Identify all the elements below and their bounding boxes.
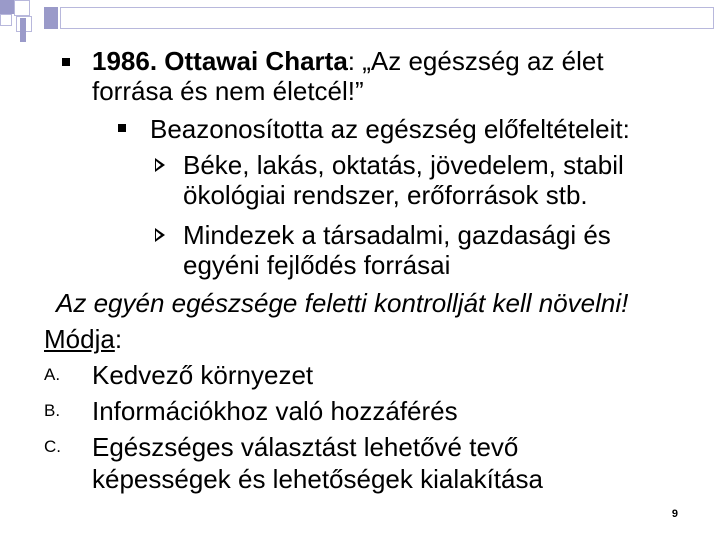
- charter-quote: : „Az egészség az élet: [347, 46, 604, 76]
- list-item: Egészséges választást lehetővé tevő: [92, 432, 519, 462]
- arrow-bullet-icon: [155, 158, 165, 172]
- text-line: képességek és lehetőségek kialakítása: [92, 464, 543, 494]
- text-line: Béke, lakás, oktatás, jövedelem, stabil: [183, 150, 624, 180]
- list-letter: B.: [44, 401, 61, 420]
- charter-title: 1986. Ottawai Charta: [92, 46, 348, 76]
- text-line: Beazonosította az egészség előfeltételeit:: [150, 114, 630, 144]
- colon: :: [114, 324, 123, 354]
- bar-seg: [44, 7, 58, 29]
- list-letter: A.: [44, 365, 61, 384]
- header-bar: [44, 7, 714, 29]
- text-line: Mindezek a társadalmi, gazdasági és: [183, 220, 611, 250]
- method-heading: [44, 324, 122, 354]
- list-item: Információkhoz való hozzáférés: [92, 396, 458, 426]
- list-item: Kedvező környezet: [92, 360, 314, 390]
- method-label: Módja: [44, 324, 115, 354]
- deco-square: [0, 0, 14, 14]
- text-line: egyéni fejlődés forrásai: [183, 250, 451, 280]
- arrow-bullet-icon: [155, 228, 165, 242]
- heading-line: [92, 46, 604, 76]
- text-line: ökológiai rendszer, erőforrások stb.: [183, 180, 588, 210]
- deco-bar: [20, 18, 26, 42]
- square-bullet-icon: [62, 58, 70, 66]
- list-letter: C.: [44, 437, 61, 456]
- text-line: forrása és nem életcél!”: [92, 76, 364, 106]
- bar-seg: [60, 7, 714, 29]
- deco-square: [0, 14, 12, 26]
- emphasis-line: Az egyén egészsége feletti kontrollját kell növelni!: [56, 288, 629, 318]
- square-bullet-icon: [118, 124, 126, 132]
- deco-square: [14, 0, 30, 16]
- page-number: 9: [671, 508, 678, 520]
